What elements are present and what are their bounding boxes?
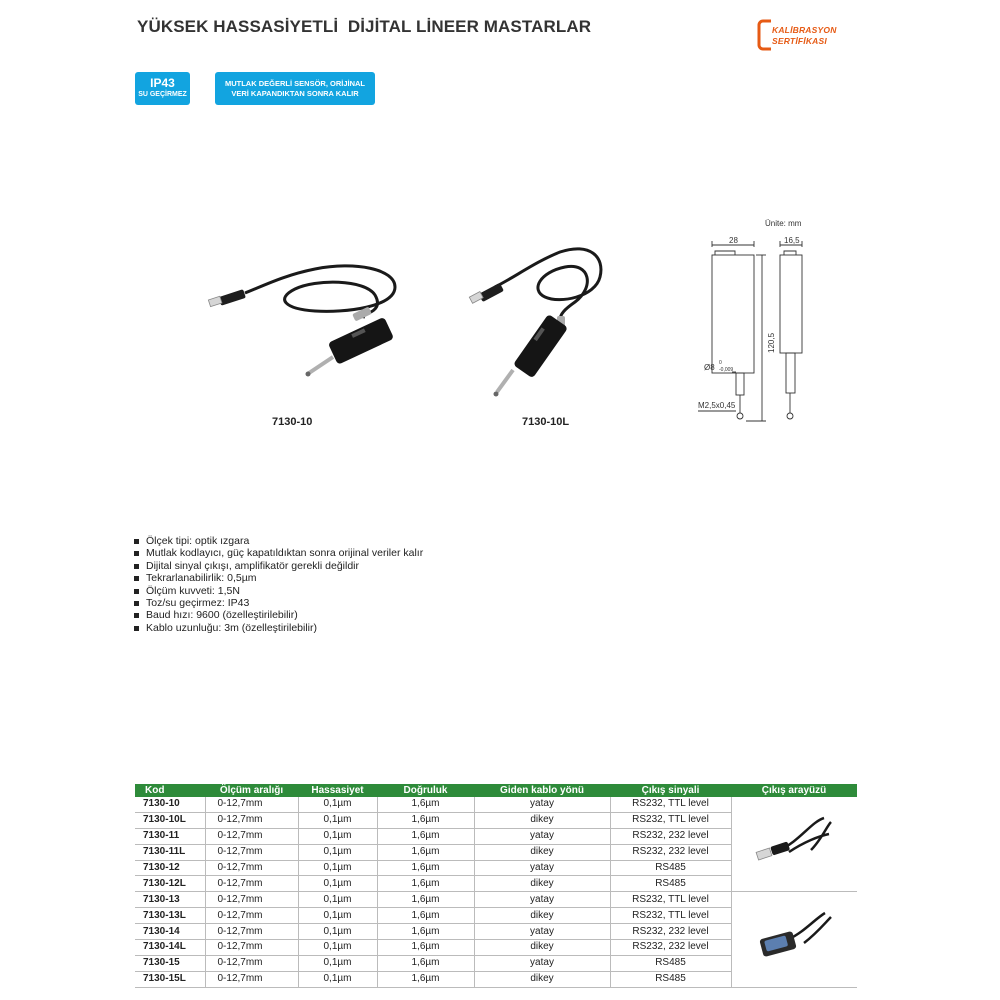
cell-accuracy: 1,6µm — [377, 844, 474, 860]
cell-accuracy: 1,6µm — [377, 940, 474, 956]
cell-range: 0-12,7mm — [205, 860, 298, 876]
unit-label: Ünite: mm — [765, 219, 802, 228]
serial-db9-connector-icon — [749, 907, 839, 967]
cell-code: 7130-12 — [135, 860, 205, 876]
cell-cable-direction: yatay — [474, 860, 610, 876]
cell-cable-direction: yatay — [474, 797, 610, 812]
cell-code: 7130-14L — [135, 940, 205, 956]
cell-cable-direction: dikey — [474, 940, 610, 956]
cell-resolution: 0,1µm — [298, 971, 377, 987]
cell-resolution: 0,1µm — [298, 812, 377, 828]
cell-accuracy: 1,6µm — [377, 908, 474, 924]
ip43-badge-subtitle: SU GEÇİRMEZ — [138, 91, 187, 98]
feature-item: Tekrarlanabilirlik: 0,5µm — [134, 572, 423, 584]
absolute-sensor-badge-line2: VERİ KAPANDIKTAN SONRA KALIR — [231, 88, 359, 98]
cell-cable-direction: yatay — [474, 924, 610, 940]
ip43-badge-title: IP43 — [150, 76, 175, 90]
product-image-7130-10 — [205, 255, 405, 385]
cell-cable-direction: dikey — [474, 908, 610, 924]
absolute-sensor-badge — [215, 72, 375, 105]
cell-output-signal: RS232, TTL level — [610, 812, 731, 828]
cell-cable-direction: dikey — [474, 844, 610, 860]
cell-output-signal: RS232, 232 level — [610, 828, 731, 844]
cell-resolution: 0,1µm — [298, 924, 377, 940]
output-interface-usb — [731, 797, 857, 892]
table-row — [135, 797, 857, 812]
cell-cable-direction: dikey — [474, 876, 610, 892]
calibration-certificate-logo — [757, 15, 857, 55]
cell-resolution: 0,1µm — [298, 876, 377, 892]
dim-thread: M2,5x0,45 — [698, 401, 736, 410]
cell-resolution: 0,1µm — [298, 908, 377, 924]
cell-output-signal: RS485 — [610, 971, 731, 987]
col-header-output-signal: Çıkış sinyali — [610, 784, 731, 797]
dim-shaft-tol-bottom: -0,009 — [719, 367, 734, 373]
feature-item: Kablo uzunluğu: 3m (özelleştirilebilir) — [134, 622, 423, 634]
cell-output-signal: RS485 — [610, 955, 731, 971]
cell-code: 7130-12L — [135, 876, 205, 892]
cell-accuracy: 1,6µm — [377, 797, 474, 812]
dim-width-front: 28 — [729, 236, 738, 245]
col-header-output-interface: Çıkış arayüzü — [731, 784, 857, 797]
cell-accuracy: 1,6µm — [377, 892, 474, 908]
cell-output-signal: RS232, TTL level — [610, 892, 731, 908]
col-header-accuracy: Doğruluk — [377, 784, 474, 797]
cell-range: 0-12,7mm — [205, 940, 298, 956]
cell-accuracy: 1,6µm — [377, 860, 474, 876]
cell-accuracy: 1,6µm — [377, 876, 474, 892]
cell-accuracy: 1,6µm — [377, 812, 474, 828]
feature-item: Mutlak kodlayıcı, güç kapatıldıktan sonra orijinal veriler kalır — [134, 547, 423, 559]
logo-bracket-icon — [757, 15, 857, 55]
cell-resolution: 0,1µm — [298, 797, 377, 812]
cell-resolution: 0,1µm — [298, 955, 377, 971]
cell-cable-direction: yatay — [474, 955, 610, 971]
cell-code: 7130-11 — [135, 828, 205, 844]
cell-output-signal: RS232, TTL level — [610, 797, 731, 812]
cell-resolution: 0,1µm — [298, 844, 377, 860]
cell-accuracy: 1,6µm — [377, 828, 474, 844]
cell-output-signal: RS232, 232 level — [610, 940, 731, 956]
cell-range: 0-12,7mm — [205, 828, 298, 844]
product-label-7130-10L: 7130-10L — [522, 416, 570, 428]
features-list — [134, 535, 423, 634]
feature-item: Baud hızı: 9600 (özelleştirilebilir) — [134, 609, 423, 621]
cell-resolution: 0,1µm — [298, 940, 377, 956]
cell-code: 7130-13L — [135, 908, 205, 924]
dim-width-side: 16,5 — [784, 236, 800, 245]
cell-output-signal: RS485 — [610, 876, 731, 892]
col-header-code: Kod — [135, 784, 205, 797]
cell-output-signal: RS232, 232 level — [610, 844, 731, 860]
cell-range: 0-12,7mm — [205, 971, 298, 987]
cell-output-signal: RS232, TTL level — [610, 908, 731, 924]
cell-code: 7130-14 — [135, 924, 205, 940]
col-header-resolution: Hassasiyet — [298, 784, 377, 797]
technical-drawing — [690, 235, 820, 435]
cell-cable-direction: yatay — [474, 828, 610, 844]
product-image-7130-10L — [465, 242, 615, 407]
cell-code: 7130-15 — [135, 955, 205, 971]
cell-range: 0-12,7mm — [205, 797, 298, 812]
cell-resolution: 0,1µm — [298, 860, 377, 876]
cell-range: 0-12,7mm — [205, 908, 298, 924]
dim-height: 120,5 — [767, 332, 776, 353]
absolute-sensor-badge-line1: MUTLAK DEĞERLİ SENSÖR, ORİJİNAL — [224, 78, 365, 88]
product-label-7130-10: 7130-10 — [272, 416, 313, 428]
cell-range: 0-12,7mm — [205, 924, 298, 940]
cell-cable-direction: yatay — [474, 892, 610, 908]
cell-range: 0-12,7mm — [205, 955, 298, 971]
cell-range: 0-12,7mm — [205, 892, 298, 908]
col-header-range: Ölçüm aralığı — [205, 784, 298, 797]
usb-connector-icon — [749, 812, 839, 872]
logo-text-line1: KALİBRASYON — [772, 25, 837, 35]
feature-item: Dijital sinyal çıkışı, amplifikatör gerekli değildir — [134, 560, 423, 572]
cell-code: 7130-15L — [135, 971, 205, 987]
feature-item: Ölçüm kuvveti: 1,5N — [134, 585, 423, 597]
cell-code: 7130-10 — [135, 797, 205, 812]
cell-range: 0-12,7mm — [205, 812, 298, 828]
table-row — [135, 892, 857, 908]
feature-item: Ölçek tipi: optik ızgara — [134, 535, 423, 547]
table-header-row — [135, 784, 857, 797]
page-title: YÜKSEK HASSASİYETLİ DİJİTAL LİNEER MASTARLAR — [137, 17, 592, 36]
cell-resolution: 0,1µm — [298, 828, 377, 844]
dim-shaft-tol-top: 0 — [719, 360, 722, 366]
logo-text-line2: SERTİFİKASI — [772, 36, 827, 46]
output-interface-serial — [731, 892, 857, 987]
cell-cable-direction: dikey — [474, 812, 610, 828]
cell-range: 0-12,7mm — [205, 844, 298, 860]
cell-accuracy: 1,6µm — [377, 971, 474, 987]
cell-output-signal: RS485 — [610, 860, 731, 876]
col-header-cable-direction: Giden kablo yönü — [474, 784, 610, 797]
spec-table — [135, 784, 857, 988]
dim-shaft: Ø8 — [704, 363, 715, 372]
cell-output-signal: RS232, 232 level — [610, 924, 731, 940]
ip43-badge — [135, 72, 190, 105]
cell-accuracy: 1,6µm — [377, 955, 474, 971]
cell-accuracy: 1,6µm — [377, 924, 474, 940]
feature-item: Toz/su geçirmez: IP43 — [134, 597, 423, 609]
cell-code: 7130-13 — [135, 892, 205, 908]
cell-cable-direction: dikey — [474, 971, 610, 987]
cell-range: 0-12,7mm — [205, 876, 298, 892]
cell-code: 7130-10L — [135, 812, 205, 828]
cell-code: 7130-11L — [135, 844, 205, 860]
cell-resolution: 0,1µm — [298, 892, 377, 908]
